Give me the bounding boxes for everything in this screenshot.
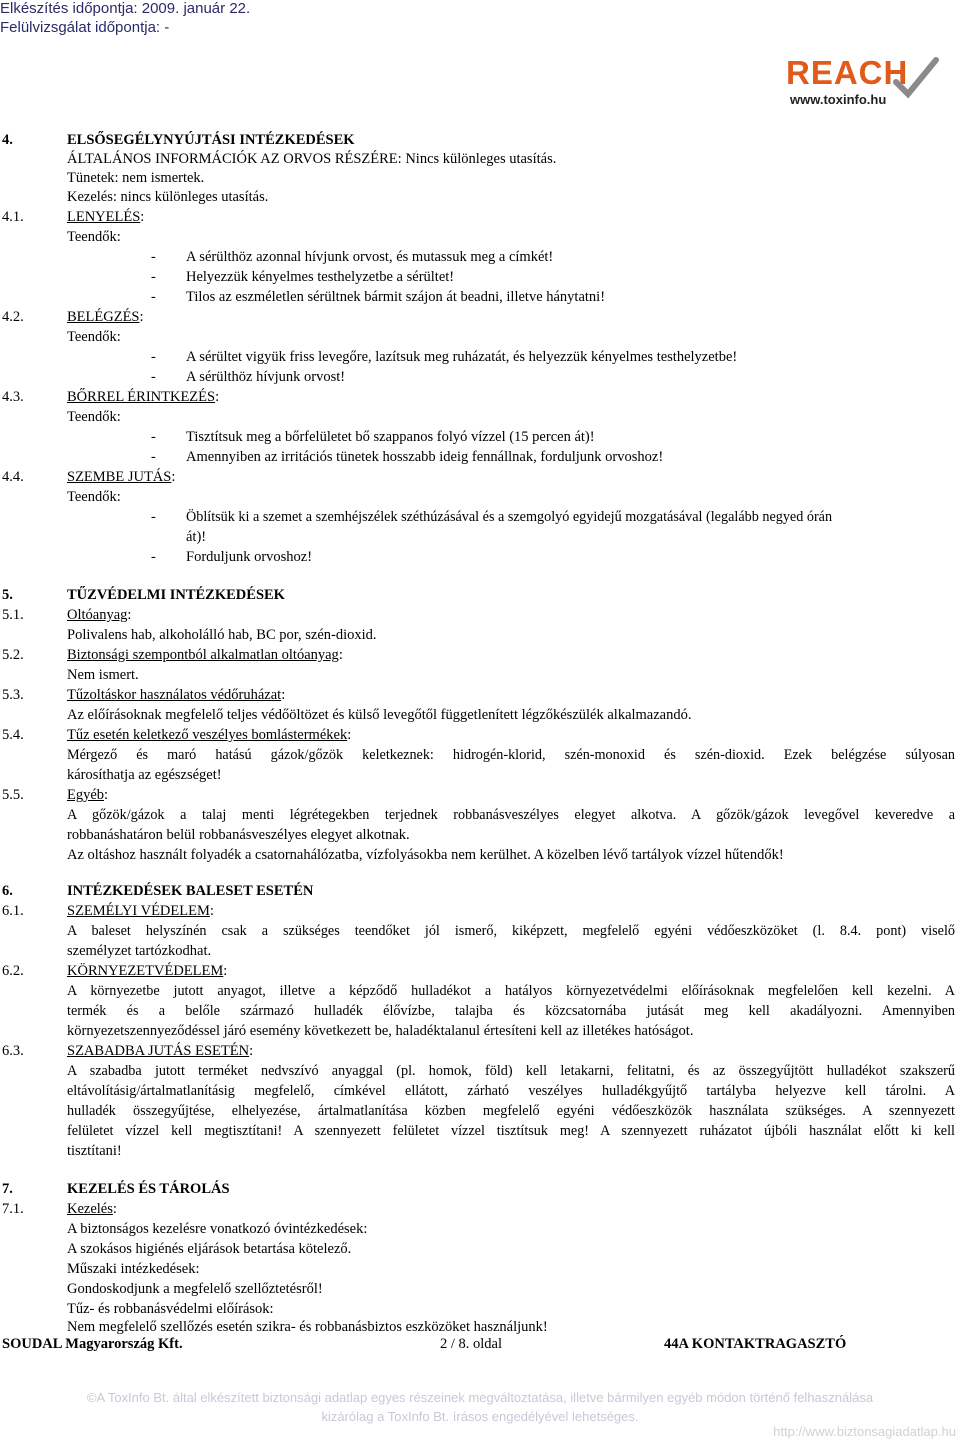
footer-company: SOUDAL Magyarország Kft. (2, 1336, 183, 1352)
copyright-notice (0, 1388, 960, 1426)
checkmark-icon (892, 56, 940, 100)
section-number: 4. (2, 132, 13, 148)
subsection-number: 5.3. (2, 687, 24, 703)
decomposition-title: Tűz esetén keletkező veszélyes bomlástermékek (67, 727, 348, 743)
ingestion-title: LENYELÉS (67, 209, 141, 225)
paragraph: Mérgező és maró hatású gázok/gőzök keletkeznek: hidrogén-klorid, szén-monoxid és szén-dioxid. Ezek belégzése súlyosan (67, 747, 955, 763)
bullet-text: A sérülthöz hívjunk orvost! (186, 369, 346, 385)
colon: : (127, 607, 132, 623)
paragraph: tisztítani! (67, 1143, 122, 1159)
colon: : (338, 647, 343, 663)
subsection-number: 4.1. (2, 209, 24, 225)
actions-label: Teendők: (67, 229, 121, 245)
section-number: 6. (2, 883, 13, 899)
bullet-dash: - (151, 249, 156, 265)
reach-logo (780, 54, 940, 110)
symptoms: Tünetek: nem ismertek. (67, 170, 205, 186)
subsection-number: 5.5. (2, 787, 24, 803)
other-title: Egyéb (67, 787, 105, 803)
paragraph: Tűz- és robbanásvédelmi előírások: (67, 1301, 274, 1317)
subsection-title (67, 902, 214, 921)
paragraph: A szokásos higiénés eljárások betartása kötelező. (67, 1241, 352, 1257)
paragraph: A biztonságos kezelésre vonatkozó óvintézkedések: (67, 1221, 368, 1237)
section-number: 5. (2, 587, 13, 603)
section-title: TŰZVÉDELMI INTÉZKEDÉSEK (67, 587, 285, 603)
colon: : (215, 389, 220, 405)
subsection-number: 5.4. (2, 727, 24, 743)
treatment: Kezelés: nincs különleges utasítás. (67, 189, 269, 205)
actions-label: Teendők: (67, 489, 121, 505)
bullet-text: Forduljunk orvoshoz! (186, 549, 313, 565)
bullet-text: Tilos az eszméletlen sérültnek bármit szájon át beadni, illetve hánytatni! (186, 289, 606, 305)
subsection-title (67, 606, 131, 625)
colon: : (104, 787, 109, 803)
bullet-dash: - (151, 289, 156, 305)
environmental-protection-title: KÖRNYEZETVÉDELEM (67, 963, 224, 979)
personal-protection-title: SZEMÉLYI VÉDELEM (67, 903, 210, 919)
release-title: SZABADBA JUTÁS ESETÉN (67, 1043, 250, 1059)
bullet-text: Amennyiben az irritációs tünetek hosszabb ideig fennállnak, forduljunk orvoshoz! (186, 449, 664, 465)
bullet-dash: - (151, 369, 156, 385)
paragraph: Nem megfelelő szellőzés esetén szikra- és robbanásbiztos eszközöket használjunk! (67, 1319, 548, 1335)
subsection-number: 5.2. (2, 647, 24, 663)
subsection-title (67, 208, 144, 227)
actions-label: Teendők: (67, 329, 121, 345)
eye-contact-title: SZEMBE JUTÁS (67, 469, 172, 485)
actions-label: Teendők: (67, 409, 121, 425)
section-title: INTÉZKEDÉSEK BALESET ESETÉN (67, 883, 314, 899)
paragraph: Nem ismert. (67, 667, 139, 683)
footer-product: 44A KONTAKTRAGASZTÓ (664, 1336, 847, 1352)
paragraph: környezetszennyeződéssel járó esemény következett be, haladéktalanul értesíteni kell az illetékes hatóságot. (67, 1023, 694, 1039)
bullet-text-cont: át)! (186, 529, 207, 545)
subsection-number: 4.2. (2, 309, 24, 325)
section-title: KEZELÉS ÉS TÁROLÁS (67, 1181, 230, 1197)
bullet-text: A sérültet vigyük friss levegőre, lazítsuk meg ruházatát, és helyezzük kényelmes testhelyzetbe! (186, 349, 738, 365)
paragraph: eltávolításig/ártalmatlanításig megfelelő, címkével ellátott, zárható veszélyes hulladékgyűjtő tartályba helyezve kell tárolni. A (67, 1083, 955, 1099)
subsection-number: 6.2. (2, 963, 24, 979)
paragraph: robbanáshatáron belül robbanásveszélyes elegyet alkotnak. (67, 827, 410, 843)
section-number: 7. (2, 1181, 13, 1197)
colon: : (249, 1043, 254, 1059)
bullet-text: Öblítsük ki a szemet a szemhéjszélek széthúzásával és a szemgolyó egyidejű mozgatásával (legalább negyed órán (186, 509, 833, 525)
colon: : (171, 469, 176, 485)
logo-url: www.toxinfo.hu (790, 92, 887, 107)
colon: : (140, 209, 145, 225)
handling-title: Kezelés (67, 1201, 113, 1217)
reviewed-date: Felülvizsgálat időpontja: - (0, 19, 170, 36)
paragraph: termék és a belőle származó hulladék élővízbe, talajba és közcsatornába jutását meg kell akadályozni. Amennyiben (67, 1003, 955, 1019)
paragraph: Gondoskodjunk a megfelelő szellőztetésről! (67, 1281, 323, 1297)
bullet-dash: - (151, 549, 156, 565)
bullet-dash: - (151, 449, 156, 465)
copyright-line: kizárólag a ToxInfo Bt. írásos engedélyével lehetséges. (321, 1409, 639, 1424)
paragraph: A szabadba jutott terméket nedvszívó anyaggal (pl. homok, föld) kell letakarni, felitatni, és az összegyűjtött hulladékot szakszerű (67, 1063, 955, 1079)
bullet-text: Helyezzük kényelmes testhelyzetbe a sérültet! (186, 269, 455, 285)
paragraph: károsíthatja az egészséget! (67, 767, 222, 783)
bullet-text: A sérülthöz azonnal hívjunk orvost, és mutassuk meg a címkét! (186, 249, 554, 265)
subsection-title (67, 726, 351, 745)
unsuitable-media-title: Biztonsági szempontból alkalmatlan oltóanyag (67, 647, 339, 663)
protective-clothing-title: Tűzoltáskor használatos védőruházat (67, 687, 282, 703)
paragraph: felületet vízzel kell megtisztítani! A szennyezett felületet vízzel tisztítsuk meg! A szennyezett ruházatot újbóli használat előtt ki kell (67, 1123, 955, 1139)
footer-page: 2 / 8. oldal (440, 1336, 503, 1352)
section-title: ELSŐSEGÉLYNYÚJTÁSI INTÉZKEDÉSEK (67, 132, 355, 148)
logo-text: REACH (786, 54, 909, 91)
subsection-title (67, 1042, 253, 1061)
subsection-title (67, 786, 108, 805)
colon: : (209, 903, 214, 919)
paragraph: Műszaki intézkedések: (67, 1261, 200, 1277)
paragraph: Polivalens hab, alkoholálló hab, BC por, szén-dioxid. (67, 627, 377, 643)
colon: : (139, 309, 144, 325)
subsection-number: 5.1. (2, 607, 24, 623)
watermark-url: http://www.biztonsagiadatlap.hu (773, 1424, 956, 1439)
skin-contact-title: BŐRREL ÉRINTKEZÉS (67, 389, 216, 405)
subsection-title (67, 646, 343, 665)
paragraph: A környezetbe jutott anyagot, illetve a képződő hulladékot a hatályos környezetvédelmi előírásoknak megfelelően kell kezelni. A (67, 983, 955, 999)
colon: : (223, 963, 228, 979)
colon: : (347, 727, 352, 743)
subsection-title (67, 1200, 117, 1219)
created-date: Elkészítés időpontja: 2009. január 22. (0, 0, 251, 17)
subsection-number: 4.3. (2, 389, 24, 405)
subsection-title (67, 388, 219, 407)
colon: : (281, 687, 286, 703)
paragraph: A gőzök/gázok a talaj menti légrétegekben terjednek robbanásveszélyes elegyet alkotva. A gőzök/gázok levegővel keveredve a (67, 807, 955, 823)
paragraph: Az előírásoknak megfelelő teljes védőöltözet és külső levegőtől függetlenített légzőkészülék alkalmazandó. (67, 707, 692, 723)
subsection-number: 6.1. (2, 903, 24, 919)
bullet-text: Tisztítsuk meg a bőrfelületet bő szappanos folyó vízzel (15 percen át)! (186, 429, 595, 445)
paragraph: személyzet tartózkodhat. (67, 943, 212, 959)
subsection-title (67, 468, 175, 487)
subsection-number: 7.1. (2, 1201, 24, 1217)
copyright-line: ©A ToxInfo Bt. által elkészített biztonsági adatlap egyes részeinek megváltoztatása, illetve bármilyen egyéb módon történő felhasználása (86, 1390, 874, 1405)
subsection-title (67, 686, 285, 705)
subsection-number: 6.3. (2, 1043, 24, 1059)
bullet-dash: - (151, 429, 156, 445)
colon: : (112, 1201, 117, 1217)
paragraph: A baleset helyszínén csak a szükséges teendőket jól ismerő, kiképzett, megfelelő egyéni védőeszközöket (l. 8.4. pont) viselő (67, 923, 955, 939)
paragraph: hulladék összegyűjtése, elhelyezése, ártalmatlanítása közben megfelelő egyéni védőeszközök használata szükséges. A szennyezett (67, 1103, 955, 1119)
subsection-number: 4.4. (2, 469, 24, 485)
paragraph: Az oltáshoz használt folyadék a csatornahálózatba, vízfolyásokba nem kerülhet. A közelben lévő tartályok vízzel hűtendők! (67, 847, 784, 863)
extinguishing-media-title: Oltóanyag (67, 607, 128, 623)
subsection-title (67, 962, 227, 981)
general-info: ÁLTALÁNOS INFORMÁCIÓK AZ ORVOS RÉSZÉRE: Nincs különleges utasítás. (67, 151, 557, 167)
inhalation-title: BELÉGZÉS (67, 309, 140, 325)
bullet-dash: - (151, 349, 156, 365)
subsection-title (67, 308, 144, 327)
bullet-dash: - (151, 509, 156, 525)
bullet-dash: - (151, 269, 156, 285)
